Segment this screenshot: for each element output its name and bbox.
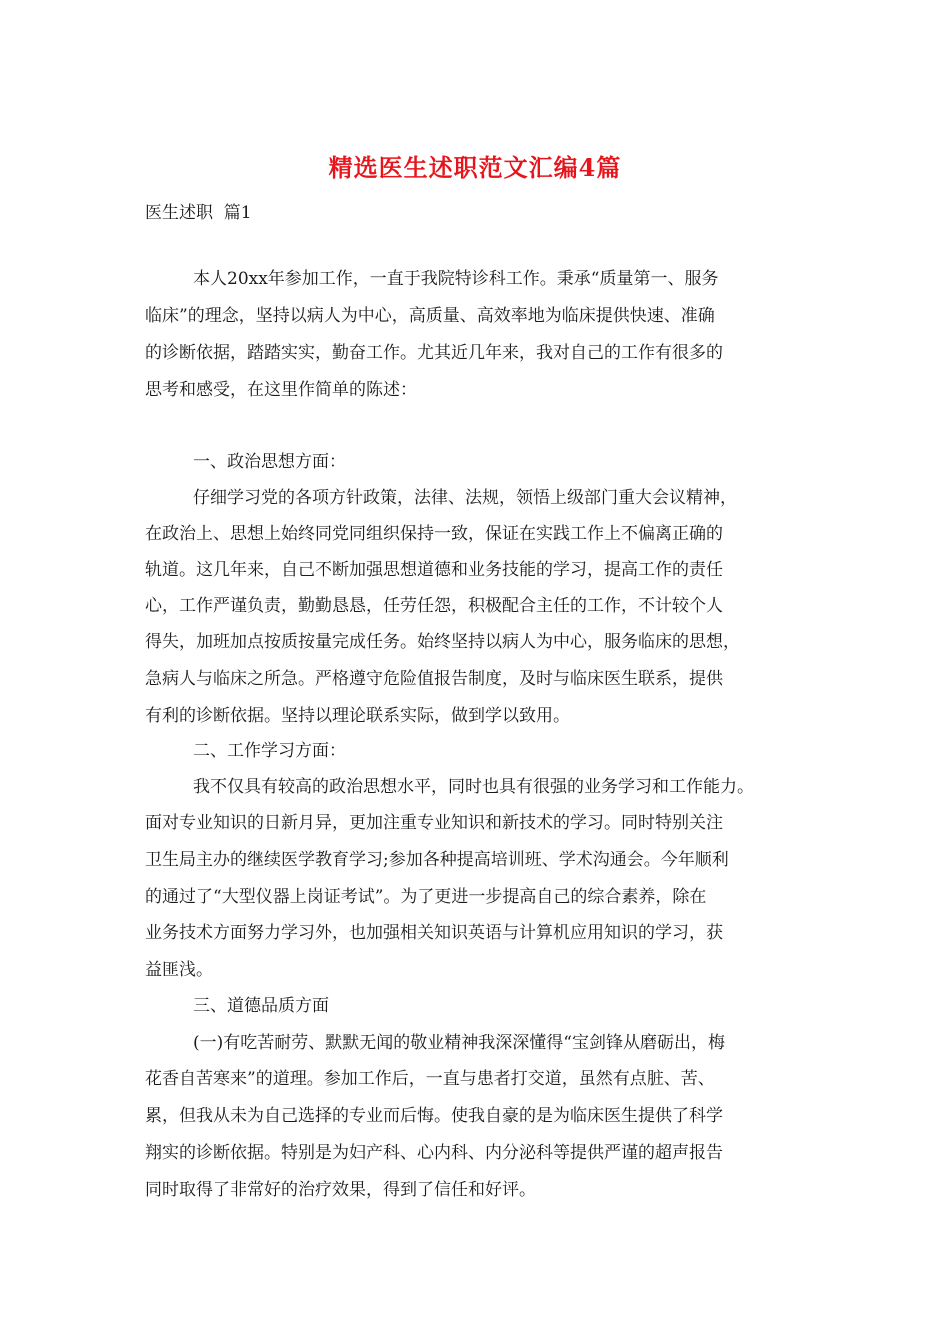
paragraph-line: 卫生局主办的继续医学教育学习;参加各种提高培训班、学术沟通会。今年顺利 <box>145 850 729 870</box>
document-title: 精选医生述职范文汇编4篇 <box>328 153 622 182</box>
paragraph-line: 得失，加班加点按质按量完成任务。始终坚持以病人为中心，服务临床的思想， <box>145 632 740 652</box>
section-subtitle: 医生述职 篇1 <box>145 203 252 223</box>
paragraph-line: 的通过了“大型仪器上岗证考试”。为了更进一步提高自己的综合素养，除在 <box>145 887 707 907</box>
paragraph-line: 的诊断依据，踏踏实实，勤奋工作。尤其近几年来，我对自己的工作有很多的 <box>145 343 723 363</box>
paragraph-line: 花香自苦寒来”的道理。参加工作后，一直与患者打交道，虽然有点脏、苦、 <box>145 1069 715 1089</box>
paragraph-line: 在政治上、思想上始终同党同组织保持一致，保证在实践工作上不偏离正确的 <box>145 524 723 544</box>
paragraph-line: 思考和感受，在这里作简单的陈述： <box>145 380 417 400</box>
paragraph-line: 同时取得了非常好的治疗效果，得到了信任和好评。 <box>145 1180 536 1200</box>
section-heading: 三、道德品质方面 <box>193 996 329 1016</box>
paragraph-line: (一)有吃苦耐劳、默默无闻的敬业精神我深深懂得“宝剑锋从磨砺出，梅 <box>193 1033 725 1053</box>
paragraph-line: 翔实的诊断依据。特别是为妇产科、心内科、内分泌科等提供严谨的超声报告 <box>145 1143 723 1163</box>
paragraph-line: 仔细学习党的各项方针政策，法律、法规，领悟上级部门重大会议精神， <box>193 488 737 508</box>
paragraph-line: 急病人与临床之所急。严格遵守危险值报告制度，及时与临床医生联系，提供 <box>145 669 723 689</box>
paragraph-line: 业务技术方面努力学习外，也加强相关知识英语与计算机应用知识的学习，获 <box>145 923 723 943</box>
section-heading: 二、工作学习方面： <box>193 741 346 761</box>
paragraph-line: 临床”的理念，坚持以病人为中心，高质量、高效率地为临床提供快速、准确 <box>145 306 715 326</box>
paragraph-line: 我不仅具有较高的政治思想水平，同时也具有很强的业务学习和工作能力。 <box>193 777 754 797</box>
paragraph-line: 面对专业知识的日新月异，更加注重专业知识和新技术的学习。同时特别关注 <box>145 813 723 833</box>
paragraph-line: 轨道。这几年来，自己不断加强思想道德和业务技能的学习，提高工作的责任 <box>145 560 723 580</box>
paragraph-line: 心，工作严谨负责，勤勤恳恳，任劳任怨，积极配合主任的工作，不计较个人 <box>145 596 723 616</box>
paragraph-line: 本人20xx年参加工作，一直于我院特诊科工作。秉承“质量第一、服务 <box>193 269 719 289</box>
paragraph-line: 有利的诊断依据。坚持以理论联系实际，做到学以致用。 <box>145 706 570 726</box>
paragraph-line: 累，但我从未为自己选择的专业而后悔。使我自豪的是为临床医生提供了科学 <box>145 1106 723 1126</box>
section-heading: 一、政治思想方面： <box>193 452 346 472</box>
paragraph-line: 益匪浅。 <box>145 960 213 980</box>
